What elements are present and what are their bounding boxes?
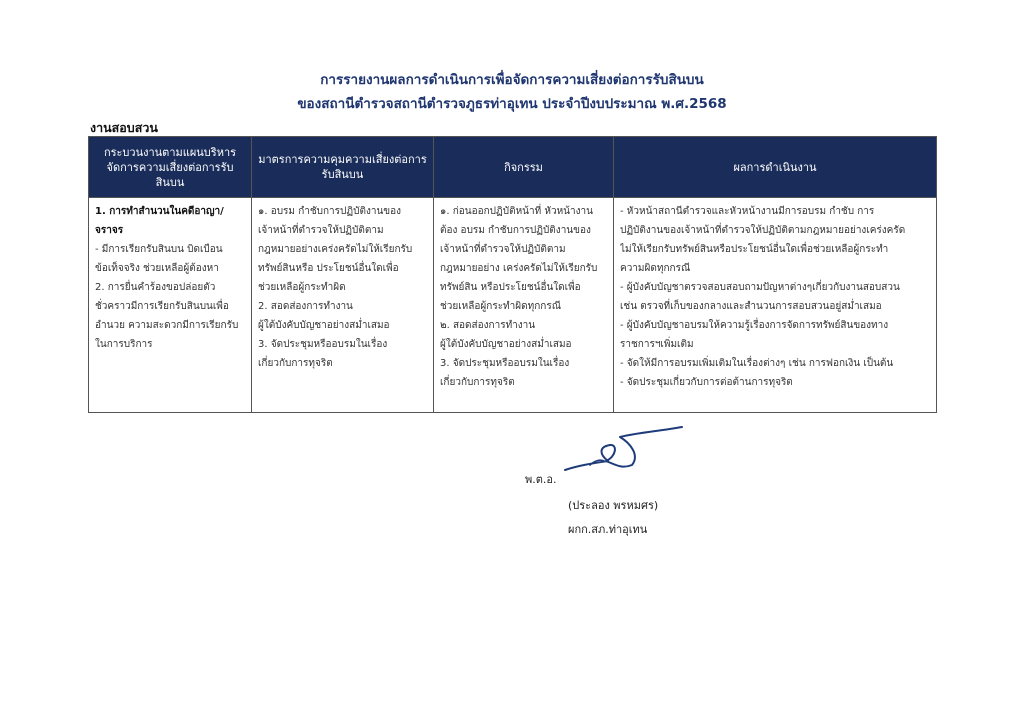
process-cell <box>89 198 252 413</box>
activities-cell <box>434 198 614 413</box>
header-measures: มาตรการความคุมความเสี่ยงต่อการรับสินบน <box>252 137 434 198</box>
measure-line: ช่วยเหลือผู้กระทำผิด <box>258 282 346 293</box>
process-line: 1. การทำสำนวนในคดีอาญา/ <box>95 206 224 217</box>
result-line: - หัวหน้าสถานีตำรวจและหัวหน้างานมีการอบรม กำชับ การ <box>620 206 875 217</box>
header-results: ผลการดำเนินงาน <box>614 137 937 198</box>
table-row <box>89 198 937 413</box>
activity-line: ช่วยเหลือผู้กระทำผิดทุกกรณี <box>440 301 561 312</box>
process-line: ข้อเท็จจริง ช่วยเหลือผู้ต้องหา <box>95 263 219 274</box>
report-title-line1: การรายงานผลการดำเนินการเพื่อจัดการความเสี่ยงต่อการรับสินบน <box>320 72 704 88</box>
activity-line: กฎหมายอย่าง เคร่งครัดไม่ให้เรียกรับ <box>440 263 598 274</box>
measure-line: เจ้าหน้าที่ตำรวจให้ปฏิบัติตาม <box>258 225 384 236</box>
process-line: อำนวย ความสะดวกมีการเรียกรับ <box>95 320 239 331</box>
measure-line: ทรัพย์สินหรือ ประโยชน์อื่นใดเพื่อ <box>258 263 399 274</box>
process-line: จราจร <box>95 225 124 236</box>
risk-report-table <box>88 136 937 413</box>
result-line: ความผิดทุกกรณี <box>620 263 691 274</box>
result-line: - ผู้บังคับบัญชาตรวจสอบสอบถามปัญหาต่างๆเกี่ยวกับงานสอบสวน <box>620 282 900 293</box>
results-cell <box>614 198 937 413</box>
header-activities: กิจกรรม <box>434 137 614 198</box>
result-line: - จัดประชุมเกี่ยวกับการต่อต้านการทุจริต <box>620 377 793 388</box>
activity-line: ผู้ใต้บังคับบัญชาอย่างสม่ำเสมอ <box>440 339 572 350</box>
handwritten-signature <box>560 425 690 480</box>
result-line: - ผู้บังคับบัญชาอบรมให้ความรู้เรื่องการจัดการทรัพย์สินของทาง <box>620 320 889 331</box>
measure-line: กฎหมายอย่างเคร่งครัดไม่ให้เรียกรับ <box>258 244 413 255</box>
activity-line: เกี่ยวกับการทุจริต <box>440 377 515 388</box>
measures-cell <box>252 198 434 413</box>
process-line: 2. การยื่นคำร้องขอปล่อยตัว <box>95 282 216 293</box>
table-header-row <box>89 137 937 198</box>
measure-line: ๑. อบรม กำชับการปฏิบัติงานของ <box>258 206 402 217</box>
process-line: ชั่วคราวมีการเรียกรับสินบนเพื่อ <box>95 301 229 312</box>
result-line: ราชการฯเพิ่มเติม <box>620 339 694 350</box>
result-line: - จัดให้มีการอบรมเพิ่มเติมในเรื่องต่างๆ เช่น การฟอกเงิน เป็นต้น <box>620 358 894 369</box>
measure-line: ผู้ใต้บังคับบัญชาอย่างสม่ำเสมอ <box>258 320 390 331</box>
process-line: ในการบริการ <box>95 339 153 350</box>
measure-line: เกี่ยวกับการทุจริต <box>258 358 333 369</box>
activity-line: ๒. สอดส่องการทำงาน <box>440 320 536 331</box>
result-line: ไม่ให้เรียกรับทรัพย์สินหรือประโยชน์อื่นใดเพื่อช่วยเหลือผู้กระทำ <box>620 244 889 255</box>
result-line: เช่น ตรวจที่เก็บของกลางและสำนวนการสอบสวนอยู่สม่ำเสมอ <box>620 301 882 312</box>
signer-rank: พ.ต.อ. <box>525 473 557 486</box>
activity-line: 3. จัดประชุมหรืออบรมในเรื่อง <box>440 358 570 369</box>
activity-line: ๑. ก่อนออกปฏิบัติหน้าที่ หัวหน้างาน <box>440 206 593 217</box>
header-process: กระบวนงานตามแผนบริหารจัดการความเสี่ยงต่อการรับสินบน <box>89 137 252 198</box>
measure-line: 3. จัดประชุมหรืออบรมในเรื่อง <box>258 339 388 350</box>
result-line: ปฏิบัติงานของเจ้าหน้าที่ตำรวจให้ปฏิบัติตามกฎหมายอย่างเคร่งครัด <box>620 225 906 236</box>
process-line: - มีการเรียกรับสินบน บิดเบือน <box>95 244 223 255</box>
measure-line: 2. สอดส่องการทำงาน <box>258 301 353 312</box>
report-title-line2: ของสถานีตำรวจสถานีตำรวจภูธรท่าอุเทน ประจำปีงบประมาณ พ.ศ.2568 <box>297 96 727 112</box>
signer-name: (ประลอง พรหมศร) <box>568 499 659 512</box>
section-label: งานสอบสวน <box>90 120 158 135</box>
activity-line: ทรัพย์สิน หรือประโยชน์อื่นใดเพื่อ <box>440 282 581 293</box>
activity-line: เจ้าหน้าที่ตำรวจให้ปฏิบัติตาม <box>440 244 566 255</box>
activity-line: ต้อง อบรม กำชับการปฏิบัติงานของ <box>440 225 591 236</box>
signer-position: ผกก.สภ.ท่าอุเทน <box>568 523 648 536</box>
